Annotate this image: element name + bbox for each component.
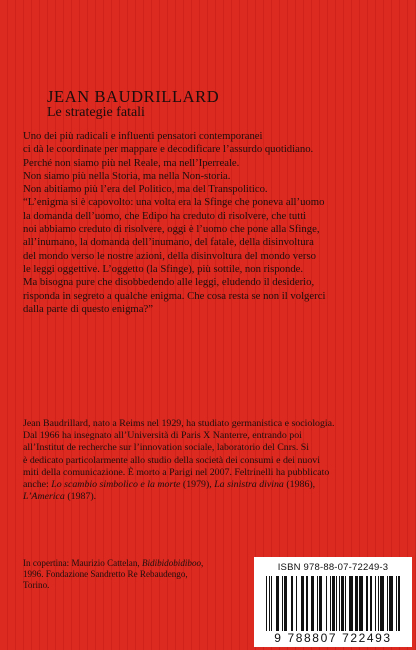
blurb-line: noi abbiamo creduto di risolvere, oggi è l’uomo che pone alla Sfinge, bbox=[23, 223, 320, 236]
bio-line: è dedicato particolarmente allo studio della società dei consumi e dei nuovi bbox=[23, 454, 320, 466]
barcode bbox=[254, 557, 412, 647]
blurb-line: risponda in segreto a qualche enigma. Che cosa resta se non il volgerci bbox=[23, 289, 326, 302]
blurb-line: Uno dei più radicali e influenti pensatori contemporanei bbox=[23, 130, 263, 142]
credit-line: 1996. Fondazione Sandretto Re Rebaudengo, bbox=[23, 569, 188, 580]
blurb-line: Non siamo più nella Storia, ma nella Non-storia. bbox=[23, 169, 231, 182]
bio-line: anche: Lo scambio simbolico e la morte (1979), La sinistra divina (1986), bbox=[23, 479, 316, 491]
bio-line: Dal 1966 ha insegnato all’Università di Paris X Nanterre, entrando poi bbox=[23, 430, 302, 442]
blurb-line: Perché non siamo più nel Reale, ma nell’Iperreale. bbox=[23, 156, 240, 169]
author-name: JEAN BAUDRILLARD bbox=[47, 87, 220, 106]
blurb-line: la domanda dell’uomo, che Edipo ha creduto di risolvere, che tutti bbox=[23, 209, 307, 222]
bio-line: L’America (1987). bbox=[23, 491, 97, 503]
blurb-line: Non abitiamo più l’era del Politico, ma del Transpolitico. bbox=[23, 183, 268, 196]
bio-line: miti della comunicazione. È morto a Parigi nel 2007. Feltrinelli ha pubblicato bbox=[23, 466, 330, 478]
isbn-label: ISBN 978-88-07-72249-3 bbox=[277, 562, 389, 573]
blurb-line: del mondo verso le nostre azioni, della disinvoltura del mondo verso bbox=[23, 249, 316, 262]
author-bio bbox=[23, 418, 408, 503]
blurb-line: “L’enigma si è capovolto: una volta era la Sfinge che poneva all’uomo bbox=[23, 196, 325, 209]
blurb-text bbox=[23, 130, 408, 316]
bio-line: all’Institut de recherche sur l’innovation sociale, laboratorio del Cnrs. Si bbox=[23, 442, 310, 454]
barcode-number: 9 788807 722493 bbox=[274, 631, 392, 645]
blurb-line: le leggi oggettive. L’oggetto (la Sfinge), più sottile, non risponde. bbox=[23, 262, 304, 275]
blurb-line: dalla parte di questo enigma?” bbox=[23, 302, 153, 315]
cover-credit bbox=[23, 558, 233, 592]
bio-line: Jean Baudrillard, nato a Reims nel 1929, ha studiato germanistica e sociologia. bbox=[23, 418, 335, 429]
blurb-line: all’inumano, la domanda dell’inumano, del fatale, della disinvoltura bbox=[23, 236, 314, 249]
barcode-bars bbox=[266, 576, 406, 631]
blurb-line: Ma bisogna pure che disobbedendo alle leggi, eludendo il desiderio, bbox=[23, 276, 315, 289]
blurb-line: ci dà le coordinate per mappare e decodificare l’assurdo quotidiano. bbox=[23, 143, 314, 156]
credit-line: Torino. bbox=[23, 580, 50, 591]
credit-line: In copertina: Maurizio Cattelan, Bidibidobidiboo, bbox=[23, 558, 204, 568]
book-title: Le strategie fatali bbox=[47, 105, 145, 120]
